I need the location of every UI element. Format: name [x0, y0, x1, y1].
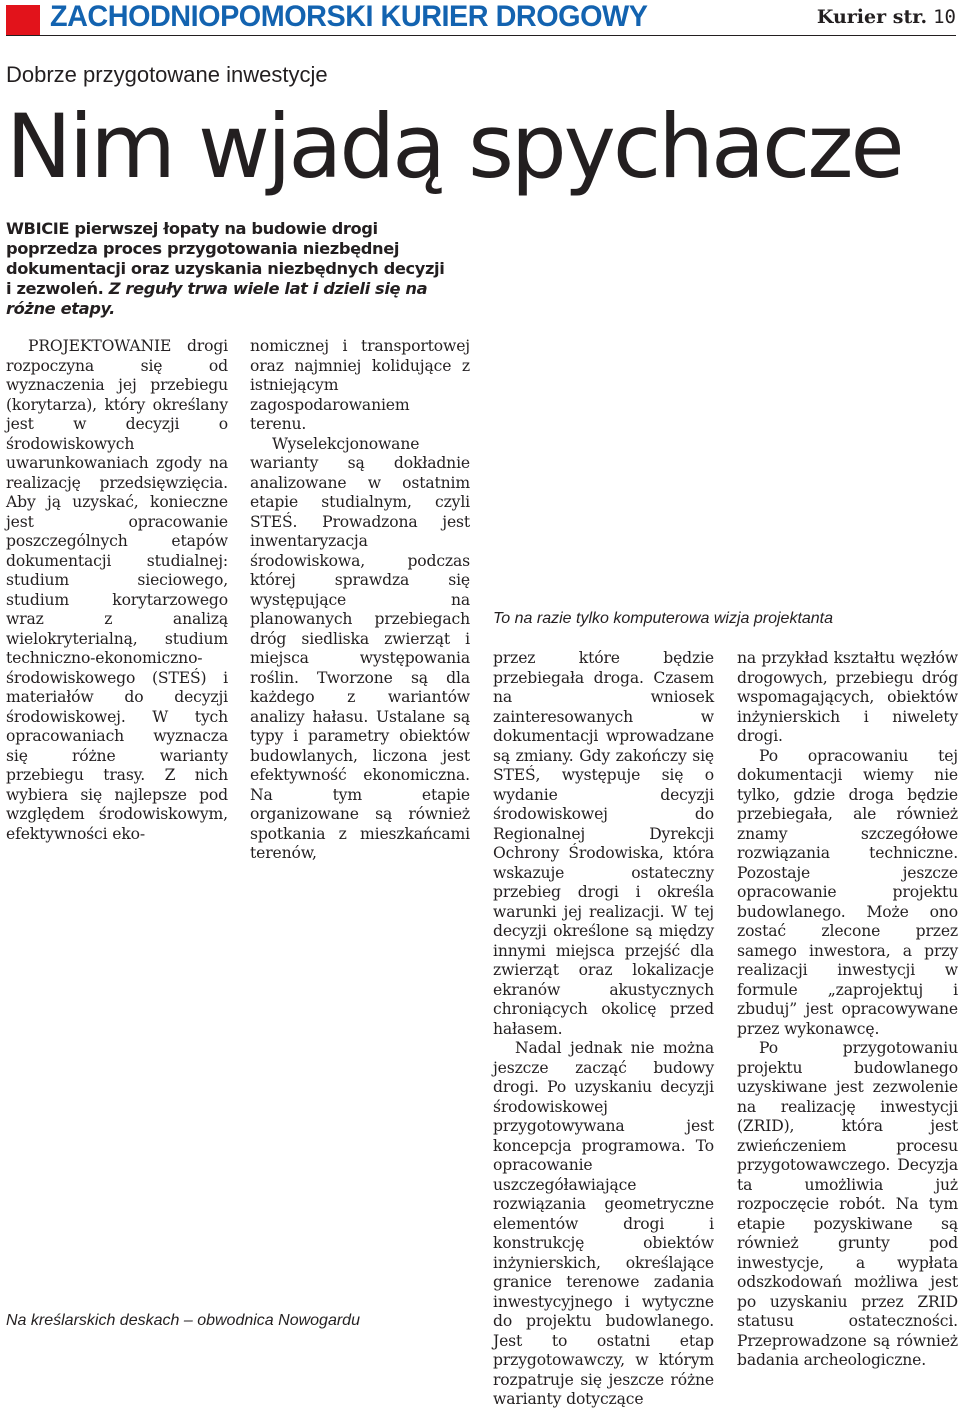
masthead-red-square — [6, 5, 40, 35]
paragraph: nomicznej i transportowej oraz najmniej kolidujące z istniejącym zagospodarowaniem terenu. — [250, 337, 470, 433]
lead-italic: Z reguły trwa wiele lat i dzieli się na różne etapy. — [6, 279, 428, 318]
paragraph: przez które będzie przebiegała droga. Czasem na wniosek zainteresowanych w dokumentacji wprowadzane są zmiany. Gdy zakończy się STEŚ, występuje się o wydanie decyzji środowiskowej do Regionalnej Dyrekcji Ochrony Środowiska, która wskazuje ostateczny przebieg drogi i określa warunki jej realizacji. W tej decyzji określone są między innymi miejsca przejść dla zwierząt oraz lokalizacje ekranów akustycznych chroniących okolicę przed hałasem. — [493, 649, 714, 1038]
lead-first-word: WBICIE — [6, 219, 70, 238]
paragraph-text: drogi rozpoczyna się od wyznaczenia jej przebiegu (korytarza), który określany jest w decyzji o środowiskowych uwarunkowaniach zgody na realizację przedsięwzięcia. Aby ją uzyskać, konieczne jest opracowanie poszczególnych etapów dokumentacji studialnej: studium sieciowego, studium korytarzowego wraz z analizą wielokryterialną, studium techniczno-ekonomiczno-środowiskowego (STEŚ) i materiałów do decyzji środowiskowej. W tych opracowaniach wyznacza się różne warianty przebiegu trasy. Z nich wybiera się najlepsze pod względem środowiskowym, efektywności eko- — [6, 337, 228, 843]
article-kicker: Dobrze przygotowane inwestycje — [6, 62, 328, 87]
photo-caption-bottom: Na kreślarskich deskach – obwodnica Nowogardu — [6, 1312, 360, 1329]
article-lead — [6, 219, 446, 319]
masthead-bar — [6, 0, 956, 36]
paragraph: Po przygotowaniu projektu budowlanego uzyskiwane jest zezwolenie na realizację inwestycji (ZRID), która jest zwieńczeniem procesu przygotowawczego. Decyzja ta umożliwia już rozpoczęcie robót. Na tym etapie pozyskiwane są również grunty pod inwestycje, a wypłata odszkodowań możliwa jest po uzyskaniu przez ZRID statusu ostateczności. Przeprowadzone są również badania archeologiczne. — [737, 1039, 958, 1369]
opening-caps: PROJEKTOWANIE — [28, 337, 172, 355]
paragraph: Po opracowaniu tej dokumentacji wiemy nie tylko, gdzie droga będzie przebiegała, ale również znamy szczegółowe rozwiązania techniczne. Pozostaje jeszcze opracowanie projektu budowlanego. Może ono zostać zlecone przez samego inwestora, a przy realizacji inwestycji w formule „zaprojektuj i zbuduj” jest opracowywane przez wykonawcę. — [737, 746, 958, 1038]
masthead-title: ZACHODNIOPOMORSKI KURIER DROGOWY — [50, 0, 648, 33]
paragraph: Wyselekcjonowane warianty są dokładnie analizowane w ostatnim etapie studialnym, czyli STEŚ. Prowadzona jest inwentaryzacja środowiskowa, podczas której sprawdza się występujące na planowanych przebiegach dróg siedliska zwierząt i miejsca występowania roślin. Tworzone są dla każdego z wariantów analizy hałasu. Ustalane są typy i parametry obiektów budowlanych, liczona jest efektywność ekonomiczna. Na tym etapie organizowane są również spotkania z mieszkańcami terenów, — [250, 434, 470, 862]
article-column-4 — [737, 649, 958, 1371]
photo-caption-top: To na razie tylko komputerowa wizja projektanta — [493, 610, 834, 627]
article-column-1 — [6, 337, 228, 844]
lead-text: pierwszej łopaty na budowie drogi poprzedza proces przygotowania niezbędnej dokumentacji oraz uzyskania niezbędnych decyzji i zezwoleń. — [6, 219, 445, 298]
paragraph: na przykład kształtu węzłów drogowych, przebiegu dróg wspomagających, obiektów inżynierskich i niwelety drogi. — [737, 649, 958, 745]
paragraph: Nadal jednak nie można jeszcze zacząć budowy drogi. Po uzyskaniu decyzji środowiskowej przygotowywana jest koncepcja programowa. To opracowanie uszczegóławiające rozwiązania geometryczne elementów drogi i konstrukcję obiektów inżynierskich, określające granice terenowe zadania inwestycyjnego i wytyczne do projektu budowlanego. Jest to ostatni etap przygotowawczy, w którym rozpatruje się jeszcze różne warianty dotyczące — [493, 1039, 714, 1408]
article-column-2 — [250, 337, 470, 864]
page-number: 10 — [933, 6, 956, 28]
article-headline: Nim wjadą spychacze — [6, 95, 902, 198]
supplement-name: Kurier str. — [816, 6, 928, 28]
article-column-3 — [493, 649, 714, 1410]
paragraph — [6, 337, 228, 844]
page-indicator — [817, 6, 956, 28]
